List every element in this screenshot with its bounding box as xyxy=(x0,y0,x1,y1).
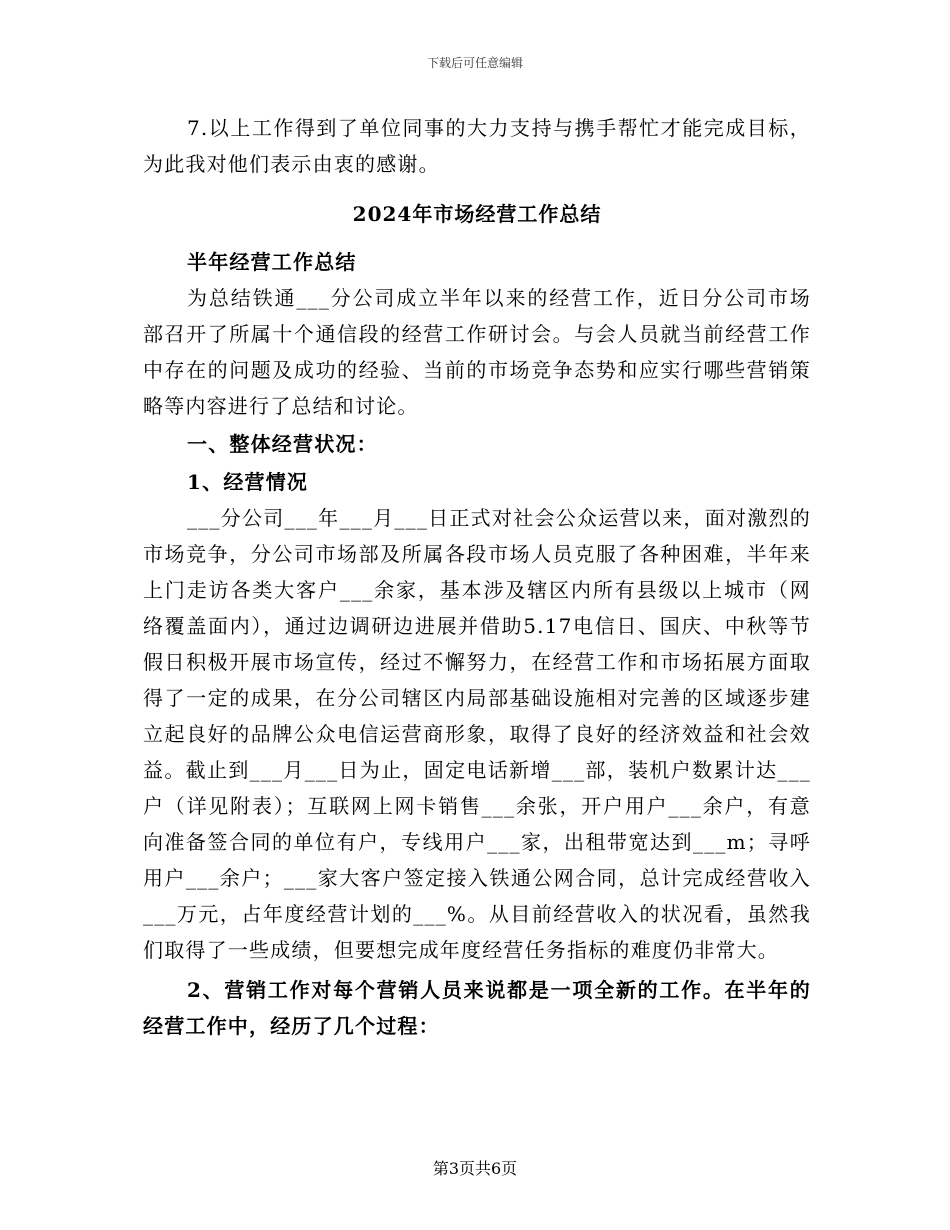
paragraph-summary: 为总结铁通___分公司成立半年以来的经营工作，近日分公司市场部召开了所属十个通信段的经营工作研讨会。与会人员就当前经营工作中存在的问题及成功的经验、当前的市场竞争态势和应实行哪些营销策略等内容进行了总结和讨论。 xyxy=(143,286,811,418)
paragraph-item-7: 7.以上工作得到了单位同事的大力支持与携手帮忙才能完成目标，为此我对他们表示由衷的感谢。 xyxy=(143,116,811,176)
heading-overall-status: 一、整体经营状况： xyxy=(187,432,378,456)
paragraph-marketing: 2、营销工作对每个营销人员来说都是一项全新的工作。在半年的经营工作中，经历了几个过程： xyxy=(143,978,811,1038)
page-header-note: 下载后可任意编辑 xyxy=(426,56,523,70)
document-body xyxy=(143,110,811,1044)
heading-operations: 1、经营情况 xyxy=(187,470,309,494)
document-title: 2024年市场经营工作总结 xyxy=(352,202,602,226)
paragraph-operations: ___分公司___年___月___日正式对社会公众运营以来，面对激烈的市场竞争，分公司市场部及所属各段市场人员克服了各种困难，半年来上门走访各类大客户___余家，基本涉及辖区内所有县级以上城市（网络覆盖面内），通过边调研边进展并借助5.17电信日、国庆、中秋等节假日积极开展市场宣传，经过不懈努力，在经营工作和市场拓展方面取得了一定的成果，在分公司辖区内局部基础设施相对完善的区域逐步建立起良好的品牌公众电信运营商形象，取得了良好的经济效益和社会效益。截止到___月___日为止，固定电话新增___部，装机户数累计达___户（详见附表）；互联网上网卡销售___余张，开户用户___余户，有意向准备签合同的单位有户，专线用户___家，出租带宽达到___m；寻呼用户___余户；___家大客户签定接入铁通公网合同，总计完成经营收入___万元，占年度经营计划的___%。从目前经营收入的状况看，虽然我们取得了一些成绩，但要想完成年度经营任务指标的难度仍非常大。 xyxy=(143,506,811,962)
section-subtitle: 半年经营工作总结 xyxy=(187,250,357,274)
page-number: 第3页共6页 xyxy=(432,1159,518,1178)
